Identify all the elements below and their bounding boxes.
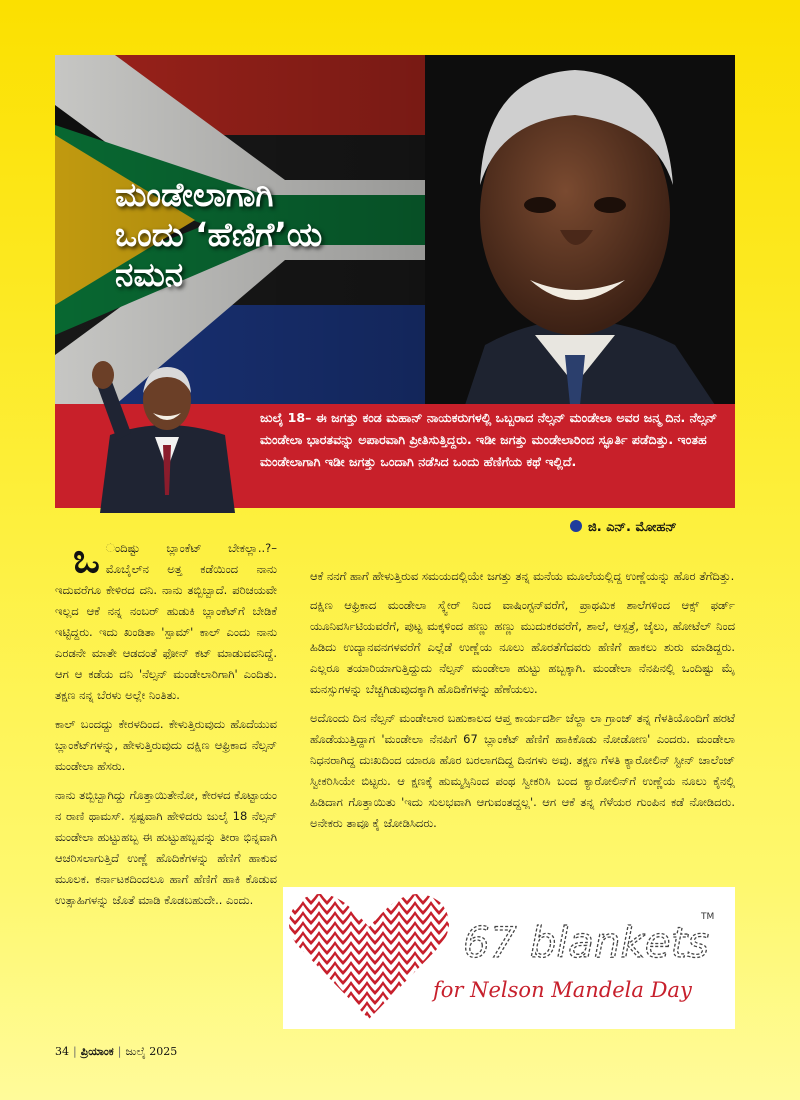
knit-stitch xyxy=(447,961,463,975)
knit-stitch xyxy=(399,891,415,905)
knit-stitch xyxy=(351,911,367,925)
knit-stitch xyxy=(287,981,303,995)
right-column xyxy=(310,566,735,842)
knit-stitch xyxy=(287,971,303,985)
knit-stitch xyxy=(287,941,303,955)
knit-stitch xyxy=(383,891,399,905)
knit-stitch xyxy=(447,921,463,935)
knit-stitch xyxy=(303,1021,319,1029)
knit-stitch xyxy=(367,1021,383,1029)
knit-stitch xyxy=(303,1011,319,1025)
knit-stitch xyxy=(319,891,335,905)
knit-stitch xyxy=(303,1001,319,1015)
knit-stitch xyxy=(431,1001,447,1015)
knit-stitch xyxy=(335,1001,351,1015)
knit-stitch xyxy=(447,931,463,945)
left-column xyxy=(55,538,277,919)
knit-stitch xyxy=(287,1001,303,1015)
mandela-waving-photo xyxy=(85,345,250,513)
knit-stitch xyxy=(303,981,319,995)
knit-stitch xyxy=(367,891,383,905)
bullet-dot-icon xyxy=(570,520,582,532)
drop-cap: ಒ xyxy=(73,536,100,582)
knit-stitch xyxy=(431,961,447,975)
knit-stitch xyxy=(447,891,463,905)
knit-stitch xyxy=(447,941,463,955)
knit-stitch xyxy=(431,1011,447,1025)
knit-stitch xyxy=(415,1021,431,1029)
title-line-3: ನಮನ xyxy=(115,255,184,294)
byline xyxy=(570,520,677,535)
knit-stitch xyxy=(287,891,303,905)
knit-stitch xyxy=(415,1011,431,1025)
ad-headline: 67 blankets xyxy=(463,918,709,967)
knit-stitch xyxy=(351,1021,367,1029)
paragraph: ಅದೊಂದು ದಿನ ನೆಲ್ಸನ್ ಮಂಡೇಲಾರ ಬಹುಕಾಲದ ಆಪ್ತ ಕಾರ್ಯದರ್ಶಿ ಜೆಲ್ದಾ ಲಾ ಗ್ರಾಂಜ್ ತನ್ನ ಗೆಳತಿಯೊಂದಿಗೆ ಹರಟೆ ಹೊಡೆಯುತ್ತಿದ್ದಾಗ 'ಮಂಡೇಲಾ ನೆನಪಿಗೆ 67 ಬ್ಲಾಂಕೆಟ್ ಹೆಣಿಗೆ ಹಾಕಿಕೊಡು ನೋಡೋಣ' ಎಂದರು. ಮಂಡೇಲಾ ನಿಧನರಾಗಿದ್ದ ದುಃಖದಿಂದ ಯಾರೂ ಹೊರ ಬರಲಾಗದಿದ್ದ ದಿನಗಳು ಅವು. ತಕ್ಷಣ ಗೆಳತಿ ಕ್ಯಾರೋಲಿನ್ ಸ್ಟೀನ್ ಚಾಲೆಂಜ್ ಸ್ವೀಕರಿಸಿಯೇ ಬಿಟ್ಟರು. ಆ ಕ್ಷಣಕ್ಕೆ ಹುಮ್ಮಸ್ಸಿನಿಂದ ಪಂಥ ಸ್ವೀಕರಿಸಿ ಬಂದ ಕ್ಯಾರೋಲಿನ್‌ಗೆ ಉಣ್ಣೆಯ ನೂಲು ಕೈನಲ್ಲಿ ಹಿಡಿದಾಗ ಗೊತ್ತಾಯಿತು 'ಇದು ಸುಲಭವಾಗಿ ಆಗುವಂತದ್ದಲ್ಲ'. ಆಗ ಆಕೆ ತನ್ನ ಗೆಳೆಯರ ಗುಂಪಿನ ಕಡೆ ನೋಡಿದರು. ಅನೇಕರು ತಾವೂ ಕೈ ಜೋಡಿಸಿದರು. xyxy=(310,711,735,830)
issue-date: ಜುಲೈ 2025 xyxy=(125,1045,178,1058)
67-blankets-logo xyxy=(283,887,735,1029)
knit-stitch xyxy=(287,961,303,975)
knit-stitch xyxy=(447,901,463,915)
knit-stitch xyxy=(383,1011,399,1025)
knit-stitch xyxy=(415,971,431,985)
ad-subline: for Nelson Mandela Day xyxy=(433,978,692,1002)
paragraph xyxy=(55,538,277,706)
knit-stitch xyxy=(415,891,431,905)
knit-stitch xyxy=(431,891,447,905)
knit-stitch xyxy=(319,991,335,1005)
knit-stitch xyxy=(351,1011,367,1025)
knit-stitch xyxy=(399,1021,415,1029)
author-name: ಜಿ. ಎನ್. ಮೋಹನ್ xyxy=(588,520,677,535)
knit-stitch xyxy=(399,981,415,995)
knit-stitch xyxy=(335,891,351,905)
knit-stitch xyxy=(399,1001,415,1015)
paragraph: ನಾನು ತಬ್ಬಿಬ್ಬಾಗಿದ್ದು ಗೊತ್ತಾಯಿತೇನೋ, ಕೇರಳದ ಕೊಟ್ಟಾಯಂ ನ ರಾಣಿ ಥಾಮಸ್. ಸ್ಪಷ್ಟವಾಗಿ ಹೇಳಿದರು ಜುಲೈ 18 ನೆಲ್ಸನ್ ಮಂಡೇಲಾ ಹುಟ್ಟುಹಬ್ಬ ಈ ಹುಟ್ಟುಹಬ್ಬವನ್ನು ತೀರಾ ಭಿನ್ನವಾಗಿ ಆಚರಿಸಲಾಗುತ್ತಿದೆ ಉಣ್ಣೆ ಹೊದಿಕೆಗಳನ್ನು ಹೆಣಿಗೆ ಹಾಕುವ ಮೂಲಕ. ಕರ್ನಾಟಕದಿಂದಲೂ ಹಾಗೆ ಹೆಣಿಗೆ ಹಾಕಿ ಕೊಡುವ ಉತ್ಸಾಹಿಗಳನ್ನು ಜೊತೆ ಮಾಡಿ ಕೊಡಬಹುದೇ.. ಎಂದು. xyxy=(55,788,277,907)
page-footer: 34 | ಪ್ರಿಯಾಂಕ | ಜುಲೈ 2025 xyxy=(55,1045,178,1058)
knit-stitch xyxy=(383,1001,399,1015)
knit-stitch xyxy=(335,991,351,1005)
trademark-mark: TM xyxy=(701,912,715,922)
knit-stitch xyxy=(335,1011,351,1025)
knit-stitch xyxy=(303,991,319,1005)
knit-stitch xyxy=(447,1011,463,1025)
knit-stitch xyxy=(447,1021,463,1029)
magazine-name: ಪ್ರಿಯಾಂಕ xyxy=(80,1045,114,1058)
knit-stitch xyxy=(303,891,319,905)
knit-stitch xyxy=(287,991,303,1005)
knit-stitch xyxy=(319,1011,335,1025)
knit-stitch xyxy=(287,951,303,965)
knit-stitch xyxy=(319,1001,335,1015)
knit-stitch xyxy=(367,901,383,915)
knit-stitch xyxy=(319,1021,335,1029)
paragraph-text: ಂದಿಷ್ಟು ಬ್ಲಾಂಕೆಟ್ ಬೇಕಲ್ಲಾ..?– ಮೊಬೈಲ್‌ನ ಅತ್ತ ಕಡೆಯಿಂದ ನಾನು ಇದುವರೆಗೂ ಕೇಳಿರದ ದನಿ. ನಾನು ತಬ್ಬಿಬ್ಬಾದೆ. ಪರಿಚಯವೇ ಇಲ್ಲದ ಆಕೆ ನನ್ನ ನಂಬರ್ ಹುಡುಕಿ ಬ್ಲಾಂಕೆಟ್‌ಗೆ ಬೇಡಿಕೆ ಇಟ್ಟಿದ್ದರು. ಇದು ಖಂಡಿತಾ 'ಸ್ಪಾಮ್' ಕಾಲ್ ಎಂದು ನಾನು ಎರಡನೇ ಮಾತೇ ಆಡದಂತೆ ಫೋನ್ ಕಟ್ ಮಾಡುವವನಿದ್ದೆ. ಆಗ ಆ ಕಡೆಯ ದನಿ 'ನೆಲ್ಸನ್ ಮಂಡೇಲಾರಿಗಾಗಿ' ಎಂದಿತು. ತಕ್ಷಣ ನನ್ನ ಬೆರಳು ಅಲ್ಲೇ ನಿಂತಿತು. xyxy=(55,541,277,702)
mandela-portrait xyxy=(425,55,735,405)
knit-stitch xyxy=(287,1011,303,1025)
knit-stitch xyxy=(383,1021,399,1029)
paragraph: ಕಾಲ್ ಬಂದದ್ದು ಕೇರಳದಿಂದ. ಕೇಳುತ್ತಿರುವುದು ಹೊದೆಯುವ ಬ್ಲಾಂಕೆಟ್‌ಗಳನ್ನು, ಹೇಳುತ್ತಿರುವುದು ದಕ್ಷಿಣ ಆಫ್ರಿಕಾದ ನೆಲ್ಸನ್ ಮಂಡೇಲಾ ಹೆಸರು. xyxy=(55,717,277,773)
knit-stitch xyxy=(319,981,335,995)
knit-stitch xyxy=(415,991,431,1005)
knit-stitch xyxy=(335,1021,351,1029)
knit-stitch xyxy=(431,1021,447,1029)
knit-stitch xyxy=(303,961,319,975)
knit-stitch xyxy=(367,911,383,925)
knit-stitch xyxy=(367,1011,383,1025)
knit-stitch xyxy=(287,1021,303,1029)
67-blankets-logo-box xyxy=(283,887,735,1029)
knit-stitch xyxy=(287,901,303,915)
page-number: 34 xyxy=(55,1045,69,1058)
knit-stitch xyxy=(447,951,463,965)
knit-stitch xyxy=(431,951,447,965)
article-title xyxy=(115,175,322,295)
paragraph: ದಕ್ಷಿಣ ಆಫ್ರಿಕಾದ ಮಂಡೇಲಾ ಸ್ಕ್ವೇರ್ ನಿಂದ ವಾಷಿಂಗ್ಟನ್‌ವರೆಗೆ, ಪ್ರಾಥಮಿಕ ಶಾಲೆಗಳಿಂದ ಆಕ್ಸ್ ಫರ್ಡ್ ಯೂನಿವರ್ಸಿಟಿಯವರೆಗೆ, ಪುಟ್ಟ ಮಕ್ಕಳಿಂದ ಹಣ್ಣು ಹಣ್ಣು ಮುದುಕರವರೆಗೆ, ಶಾಲೆ, ಆಸ್ಪತ್ರೆ, ಜೈಲು, ಹೋಟೆಲ್ ನಿಂದ ಹಿಡಿದು ಉದ್ಯಾನವನಗಳವರೆಗೆ ಎಲ್ಲೆಡೆ ಉಣ್ಣೆಯ ನೂಲು ಹೊರತೆಗೆದವರು ಹೆಣಿಗೆ ಹಾಕಲು ಶುರು ಮಾಡಿದ್ದರು. ಎಲ್ಲರೂ ತಯಾರಿಯಾಗುತ್ತಿದ್ದುದು ನೆಲ್ಸನ್ ಮಂಡೇಲಾ ಹುಟ್ಟು ಹಬ್ಬಕ್ಕಾಗಿ. ಮಂಡೇಲಾ ನೆನಪಿನಲ್ಲಿ ಒಂದಿಷ್ಟು ಮೈ ಮನಸ್ಸುಗಳನ್ನು ಬೆಚ್ಚಗಿಡುವುದಕ್ಕಾಗಿ ಹೊದಿಕೆಗಳನ್ನು ಹೆಣೆಯಲು. xyxy=(310,598,735,696)
paragraph: ಆಕೆ ನನಗೆ ಹಾಗೆ ಹೇಳುತ್ತಿರುವ ಸಮಯದಲ್ಲಿಯೇ ಜಗತ್ತು ತನ್ನ ಮನೆಯ ಮೂಲೆಯಲ್ಲಿದ್ದ ಉಣ್ಣೆಯನ್ನು ಹೊರ ತೆಗೆದಿತ್ತು. xyxy=(310,569,735,583)
knit-stitch xyxy=(351,891,367,905)
knit-stitch xyxy=(399,1011,415,1025)
knit-stitch xyxy=(399,991,415,1005)
knit-stitch xyxy=(415,1001,431,1015)
knit-stitch xyxy=(447,911,463,925)
knit-stitch xyxy=(351,901,367,915)
title-line-1: ಮಂಡೇಲಾಗಾಗಿ xyxy=(115,175,274,214)
teaser-text: ಜುಲೈ 18– ಈ ಜಗತ್ತು ಕಂಡ ಮಹಾನ್ ನಾಯಕರುಗಳಲ್ಲಿ ಒಬ್ಬರಾದ ನೆಲ್ಸನ್ ಮಂಡೇಲಾ ಅವರ ಜನ್ಮ ದಿನ. ನೆಲ್ಸನ್ ಮಂಡೇಲಾ ಭಾರತವನ್ನು ಅಪಾರವಾಗಿ ಪ್ರೀತಿಸುತ್ತಿದ್ದರು. ಇಡೀ ಜಗತ್ತು ಮಂಡೇಲಾರಿಂದ ಸ್ಫೂರ್ತಿ ಪಡೆದಿತ್ತು. ಇಂತಹ ಮಂಡೇಲಾಗಾಗಿ ಇಡೀ ಜಗತ್ತು ಒಂದಾಗಿ ನಡೆಸಿದ ಒಂದು ಹೆಣಿಗೆಯ ಕಥೆ ಇಲ್ಲಿದೆ. xyxy=(260,410,718,469)
knit-stitch xyxy=(303,971,319,985)
knit-stitch xyxy=(415,981,431,995)
title-line-2: ಒಂದು ‘ಹೆಣಿಗೆ’ಯ xyxy=(115,215,323,254)
knit-stitch xyxy=(447,1001,463,1015)
knit-stitch xyxy=(383,901,399,915)
